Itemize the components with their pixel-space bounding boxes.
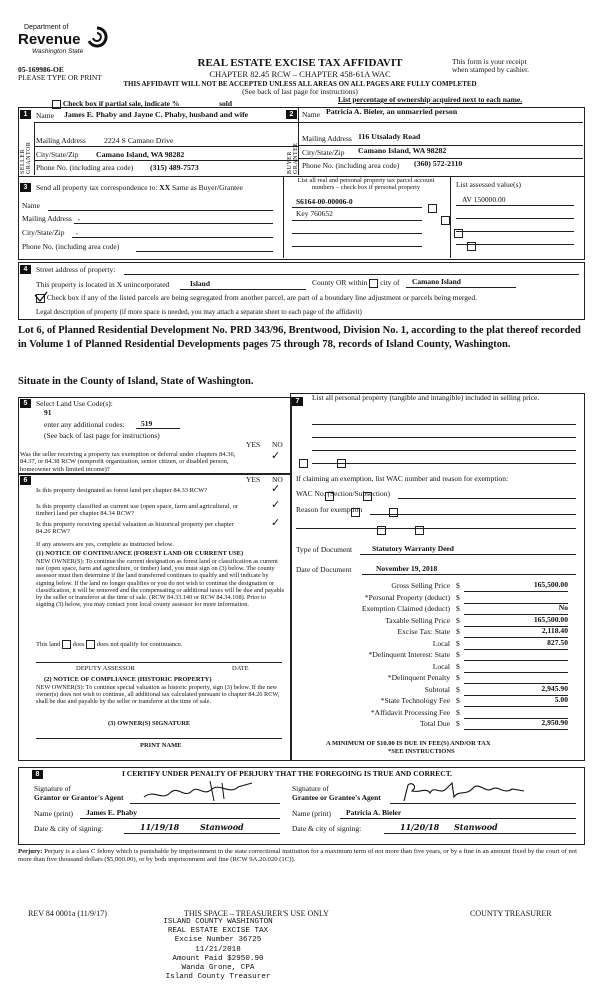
- partial-sale-label: Check box if partial sale, indicate %: [62, 99, 180, 109]
- tax-row-dollar: $: [456, 615, 460, 625]
- tax-row-label: Excise Tax: State: [397, 627, 450, 636]
- grantee-name-label: Name (print): [292, 809, 331, 818]
- exemption-label: If claiming an exemption, list WAC number and reason for exemption:: [296, 474, 509, 483]
- tax-row-dollar: $: [456, 707, 460, 717]
- perjury-title: Perjury:: [18, 848, 43, 855]
- reason-label: Reason for exemption: [296, 505, 363, 514]
- tax-row-value[interactable]: 5.00: [554, 695, 568, 704]
- s3-mailing-comma: ,: [78, 213, 80, 222]
- buyer-city[interactable]: Camano Island, WA 98282: [358, 146, 447, 155]
- buyer-name-label: Name: [302, 110, 320, 119]
- compliance-text: NEW OWNER(S): To continue special valuation as historic property, sign (3) below. If the new owner(s) does not wish to continue, all additional tax calculated pursuant to chapter 84.26 RCW, shall be due and payable by the seller or transferor at the time of sale.: [36, 684, 280, 706]
- form-chapter: CHAPTER 82.45 RCW – CHAPTER 458-61A WAC: [209, 69, 391, 79]
- this-land-label: This land: [36, 640, 61, 648]
- logo-dept: Department of: [24, 24, 69, 31]
- tax-row: [292, 696, 582, 708]
- treasurer-stamp: [118, 918, 318, 982]
- owner-signature: (3) OWNER(S) SIGNATURE: [108, 720, 191, 727]
- legal-description: Lot 6, of Planned Residential Development No. PRD 343/96, Brentwood, Division No. 1, according to the plat thereof recorded in Volume 1 of Planned Residential Developments pages 75 through 78, records of Island County, Washington.: [18, 325, 581, 350]
- section-6-number: 6: [20, 476, 31, 485]
- city-of-label: city of: [380, 278, 400, 288]
- tax-row-value[interactable]: 165,500.00: [533, 614, 568, 624]
- additional-codes[interactable]: 519: [141, 419, 153, 428]
- grantee-sig-label-2: Grantee or Grantee's Agent: [292, 793, 381, 802]
- tax-row-value[interactable]: 827.50: [547, 637, 568, 647]
- exemption-question: Was the seller receiving a property tax exemption or deferral under chapters 84.36, 84.37, or 84.38 RCW (nonprofit organization, senior citizen, or disabled person, homeowner with limited income)?: [20, 451, 236, 473]
- form-see-back: (See back of last page for instructions): [242, 87, 358, 96]
- correspondence-row: [36, 184, 243, 193]
- section-5-number: 5: [20, 399, 31, 408]
- segregated-check-mark-icon: [34, 291, 48, 303]
- form-title: REAL ESTATE EXCISE TAX AFFIDAVIT: [197, 57, 403, 69]
- correspondence-label: Send all property tax correspondence to:: [36, 183, 158, 192]
- receipt-note-1: This form is your receipt: [452, 57, 527, 66]
- seller-phone-label: Phone No. (including area code): [36, 163, 134, 172]
- parcel-1[interactable]: S6164-00-00006-0: [296, 197, 353, 206]
- tax-row-dollar: $: [456, 650, 460, 659]
- certify-text: I CERTIFY UNDER PENALTY OF PERJURY THAT THE FOREGOING IS TRUE AND CORRECT.: [122, 769, 453, 778]
- grantor-city[interactable]: Stanwood: [200, 822, 244, 832]
- stamp-line: ISLAND COUNTY WASHINGTON: [163, 918, 273, 926]
- minimum-note: A MINIMUM OF $10.00 IS DUE IN FEE(S) AND/OR TAX: [326, 740, 491, 747]
- historic-question: Is this property receiving special valuation as historical property per chapter 84.26 RCW?: [36, 521, 234, 536]
- stamp-line: 11/21/2018: [195, 945, 241, 954]
- buyer-city-label: City/State/Zip: [302, 148, 345, 157]
- seller-mailing-label: Mailing Address: [36, 136, 86, 145]
- tax-row-label: *Delinquent Interest: State: [368, 650, 450, 659]
- tax-row-label: Subtotal: [424, 684, 450, 694]
- receipt-note-2: when stamped by cashier.: [452, 65, 530, 74]
- buyer-side-label: BUYER GRANTEE: [287, 142, 299, 174]
- tax-row: [292, 662, 582, 674]
- grantor-name-label: Name (print): [34, 809, 73, 818]
- section-2-number: 2: [286, 110, 297, 119]
- tax-row: [292, 673, 582, 685]
- situate-text: Situate in the County of Island, State of Washington.: [18, 376, 254, 387]
- grantor-signature-icon: [140, 779, 260, 805]
- buyer-phone[interactable]: (360) 572-2110: [414, 159, 463, 168]
- grantor-date-label: Date & city of signing:: [34, 824, 104, 833]
- tax-row-label: Gross Selling Price: [391, 581, 450, 590]
- s6-no: NO: [272, 475, 283, 484]
- buyer-mailing-label: Mailing Address: [302, 134, 352, 143]
- notice-text: NEW OWNER(S): To continue the current designation as forest land or classification as current use (open space, farm and agriculture, or timber) land, you must sign on (3) below. The county assessor must then determine if the land transferred continues to qualify and will indicate by signing below. If the land no longer qualifies or you do not wish to continue the designation or classification, it will be removed and the compensating or additional taxes will be due and payable by the seller or transferor at the time of sale. (RCW 84.33.140 or RCW 84.34.108). Prior to signing (3) below, you may contact your local county assessor for more information.: [36, 558, 285, 609]
- seller-mailing[interactable]: 2224 S Camano Drive: [104, 136, 174, 145]
- grantee-signature-icon: [400, 779, 530, 805]
- tax-row-label: Exemption Claimed (deduct): [361, 604, 450, 613]
- buyer-name[interactable]: Patricia A. Bieler, an unmarried person: [326, 107, 458, 116]
- perjury-text: Perjury is a class C felony which is punishable by imprisonment in the state correctional institution for a maximum term of not more than five years, or by a fine in an amount fixed by the court of not more than five thousand dollars ($5,000.00), or by both imprisonment and fine (RCW 9A.20.020 (1C)).: [18, 848, 578, 863]
- seller-side-label: SELLER GRANTOR: [20, 141, 32, 174]
- land-does-not-checkbox[interactable]: [86, 640, 95, 649]
- tax-row-dollar: $: [456, 581, 460, 590]
- tax-row-label: Local: [432, 661, 450, 671]
- grantor-sig-label-2: Grantor or Grantor's Agent: [34, 793, 124, 802]
- grantor-sig-label-1: Signature of: [34, 784, 71, 793]
- tax-row: [292, 604, 582, 616]
- s5-no: NO: [272, 440, 283, 449]
- tax-row: [292, 639, 582, 651]
- historic-no-check-mark-icon: ✓: [271, 516, 281, 529]
- within-row: [312, 279, 400, 288]
- forest-no-check-mark-icon: ✓: [271, 482, 281, 495]
- logo-swirl-icon: [86, 26, 108, 48]
- s3-name-label: Name: [22, 201, 40, 210]
- s3-city-label: City/State/Zip: [22, 228, 65, 237]
- tax-row: [292, 708, 582, 720]
- within-city-checkbox[interactable]: [369, 279, 378, 288]
- stamp-line: Amount Paid $2950.90: [172, 954, 264, 963]
- parcel-2[interactable]: Key 760652: [296, 209, 333, 218]
- legal-label: Legal description of property (if more space is needed, you may attach a separate sheet to each page of the affidavit): [36, 308, 362, 316]
- tax-row-label: Local: [432, 638, 450, 648]
- s3-city-comma: ,: [76, 227, 78, 236]
- form-code: 05-169986-OE: [18, 65, 64, 74]
- tax-row: [292, 650, 582, 662]
- form-warning: THIS AFFIDAVIT WILL NOT BE ACCEPTED UNLESS ALL AREAS ON ALL PAGES ARE FULLY COMPLETED: [123, 80, 477, 88]
- located-choice[interactable]: X unincorporated: [116, 280, 170, 289]
- rev-number: REV 84 0001a (11/9/17): [28, 909, 107, 918]
- section-3-number: 3: [20, 183, 31, 192]
- stamp-line: Excise Number 36725: [174, 936, 262, 945]
- seller-name[interactable]: James E. Phaby and Jayne C. Phaby, husband and wife: [64, 110, 249, 119]
- tax-row-value[interactable]: 165,500.00: [533, 580, 568, 589]
- seller-city[interactable]: Camano Island, WA 98282: [96, 150, 185, 159]
- does-not-label: does not qualify for continuance.: [96, 640, 183, 648]
- land-use-label: Select Land Use Code(s):: [36, 399, 113, 408]
- land-use-code[interactable]: 91: [44, 408, 52, 417]
- tax-row-dollar: $: [456, 719, 460, 728]
- tax-row: [292, 685, 582, 697]
- ownership-note: List percentage of ownership acquired next to each name.: [338, 95, 523, 104]
- s5-see-back: (See back of last page for instructions): [44, 431, 160, 440]
- tax-row-label: *State Technology Fee: [380, 696, 450, 705]
- section-1-number: 1: [20, 110, 31, 119]
- print-name: PRINT NAME: [140, 742, 182, 749]
- logo-revenue: Revenue: [18, 31, 81, 48]
- tax-row: [292, 581, 582, 593]
- seller-city-label: City/State/Zip: [36, 150, 79, 159]
- section-8-number: 8: [32, 770, 43, 779]
- stamp-line: Island County Treasurer: [165, 973, 271, 982]
- within-label: within: [348, 278, 368, 288]
- assessed-1[interactable]: AV 150000.00: [462, 195, 506, 204]
- grantee-date[interactable]: 11/20/18: [400, 822, 440, 832]
- tax-row-label: *Affidavit Processing Fee: [370, 707, 450, 717]
- partial-sale-sold: sold: [219, 99, 233, 109]
- assessed-header: List assessed value(s): [456, 180, 521, 189]
- doc-type-label: Type of Document: [296, 545, 353, 554]
- current-use-no-check-mark-icon: ✓: [271, 498, 281, 511]
- tax-row-value[interactable]: 2,118.40: [541, 626, 568, 635]
- land-does-checkbox[interactable]: [62, 640, 71, 649]
- s5-no-check-mark-icon: ✓: [271, 449, 281, 462]
- grantee-city[interactable]: Stanwood: [454, 822, 498, 832]
- deputy-assessor: DEPUTY ASSESSOR: [76, 665, 135, 672]
- stamp-line: Wanda Grone, CPA: [181, 964, 255, 973]
- grantor-name[interactable]: James E. Phaby: [86, 808, 138, 817]
- notice-title: (1) NOTICE OF CONTINUANCE (FOREST LAND OR CURRENT USE): [36, 550, 244, 557]
- tax-row-dollar: $: [456, 638, 460, 648]
- tax-row: [292, 627, 582, 639]
- this-land-row: [36, 640, 183, 649]
- compliance-title: (2) NOTICE OF COMPLIANCE (HISTORIC PROPERTY): [44, 676, 212, 683]
- doc-date-label: Date of Document: [296, 565, 352, 574]
- located-row: [36, 281, 169, 290]
- section-7-number: 7: [292, 397, 303, 406]
- section-4-number: 4: [20, 265, 31, 274]
- tax-row-value[interactable]: No: [558, 603, 568, 612]
- does-label: does: [72, 640, 85, 648]
- seller-phone[interactable]: (315) 489-7573: [150, 163, 199, 172]
- parcel-1-checkbox[interactable]: [428, 204, 437, 213]
- tax-row: [292, 719, 582, 731]
- doc-date[interactable]: November 19, 2018: [376, 564, 438, 573]
- dor-logo: [18, 24, 108, 64]
- s3-mailing-label: Mailing Address: [22, 214, 72, 223]
- tax-row-label: *Personal Property (deduct): [364, 592, 450, 602]
- grantee-name[interactable]: Patricia A. Bieler: [346, 808, 402, 817]
- if-yes-note: If any answers are yes, complete as instructed below.: [36, 541, 174, 548]
- deputy-date: DATE: [232, 665, 249, 672]
- stamp-line: REAL ESTATE EXCISE TAX: [167, 927, 269, 936]
- street-label: Street address of property:: [36, 265, 116, 274]
- tax-row-label: Taxable Selling Price: [385, 615, 450, 625]
- doc-type[interactable]: Statutory Warranty Deed: [372, 544, 454, 553]
- tax-row-value[interactable]: 2,945.90: [541, 683, 568, 693]
- correspondence-choice[interactable]: XX: [159, 183, 171, 192]
- tax-row-dollar: $: [456, 696, 460, 705]
- tax-row-dollar: $: [456, 627, 460, 636]
- buyer-phone-label: Phone No. (including area code): [302, 161, 400, 170]
- tax-row-dollar: $: [456, 592, 460, 602]
- located-text: This property is located in: [36, 280, 115, 289]
- same-as-buyer: Same as Buyer/Grantee: [172, 183, 243, 192]
- please-type: PLEASE TYPE OR PRINT: [18, 73, 102, 82]
- perjury-note: [18, 848, 583, 863]
- tax-row-label: *Delinquent Penalty: [387, 673, 450, 682]
- tax-row-dollar: $: [456, 684, 460, 694]
- wac-label: WAC No. (Section/Subsection): [296, 489, 390, 498]
- seller-name-label: Name: [36, 111, 54, 120]
- tax-row-dollar: $: [456, 673, 460, 682]
- grantor-date[interactable]: 11/19/18: [140, 822, 180, 832]
- tax-row-label: Total Due: [419, 719, 450, 728]
- tax-row: [292, 593, 582, 605]
- tax-row: [292, 616, 582, 628]
- forest-question: Is this property designated as forest land per chapter 84.33 RCW?: [36, 487, 208, 494]
- segregated-row: [36, 294, 477, 303]
- current-use-question: Is this property classified as current use (open space, farm and agricultural, or timber) land per chapter 84.34 RCW?: [36, 503, 239, 518]
- grantee-sig-label-1: Signature of: [292, 784, 329, 793]
- county-treasurer: COUNTY TREASURER: [470, 909, 552, 918]
- treasurer-space: THIS SPACE – TREASURER'S USE ONLY: [184, 909, 329, 918]
- segregated-text: Check box if any of the listed parcels are being segregated from another parcel, are part of a boundary line adjustment or parcels being merged.: [46, 293, 477, 303]
- tax-table: [292, 581, 582, 731]
- additional-codes-label: enter any additional codes:: [44, 420, 125, 429]
- county-or-label: County OR: [312, 278, 347, 288]
- buyer-mailing[interactable]: 116 Utsalady Road: [358, 132, 421, 141]
- county-value[interactable]: Island: [190, 279, 211, 288]
- tax-row-value[interactable]: 2,950.90: [541, 718, 568, 727]
- logo-state: Washington State: [32, 48, 84, 55]
- grantee-date-label: Date & city of signing:: [292, 824, 362, 833]
- personal-property-label: List all personal property (tangible and intangible) included in selling price.: [312, 393, 540, 402]
- s6-yes: YES: [246, 475, 261, 484]
- s3-phone-label: Phone No. (including area code): [22, 242, 120, 251]
- parcels-header: List all real and personal property tax parcel account numbers – check box if personal property: [297, 177, 435, 192]
- city-value[interactable]: Camano Island: [412, 277, 461, 286]
- tax-row-dollar: $: [456, 661, 460, 671]
- parcel-2-checkbox[interactable]: [441, 216, 450, 225]
- s5-yes: YES: [246, 440, 261, 449]
- tax-row-dollar: $: [456, 604, 460, 613]
- see-instructions: *SEE INSTRUCTIONS: [388, 748, 455, 755]
